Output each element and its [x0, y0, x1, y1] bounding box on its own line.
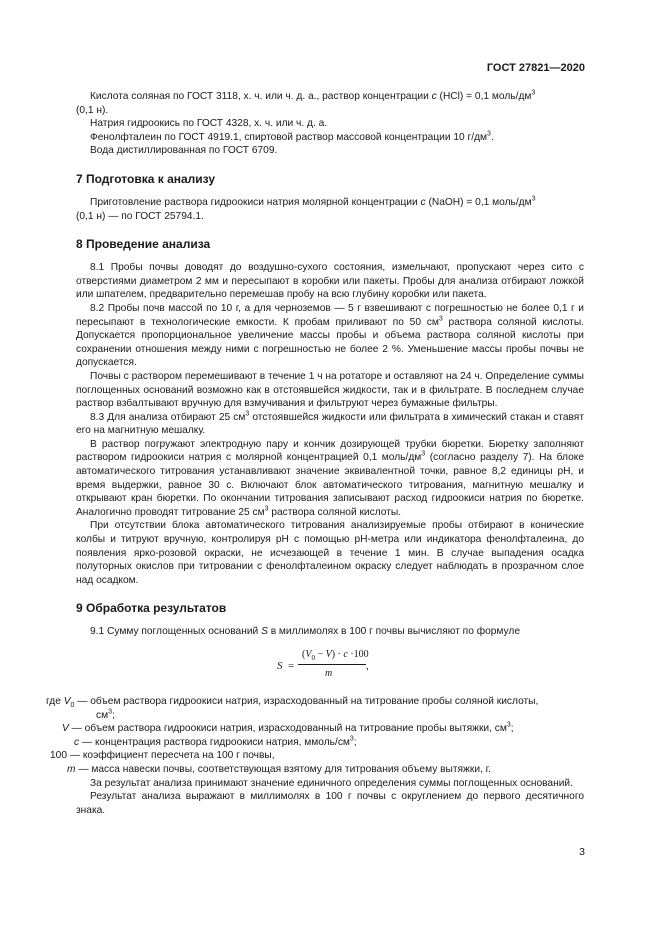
- section-8-3: 8.3 Для анализа отбирают 25 $см^3$ отстоявшейся жидкости или фильтрата в химический стакан и ставят его на магнитную мешалку.: [76, 410, 584, 437]
- section-7-para: Приготовление раствора гидроокиси натрия молярной концентрации c (NaOH) = 0,1 моль/$дм^3$: [90, 195, 536, 208]
- section-8-title: 8 Проведение анализа: [76, 237, 211, 252]
- formula-legend: [46, 695, 584, 777]
- reagent-water: Вода дистиллированная по ГОСТ 6709.: [90, 145, 278, 157]
- formula-comma: ,: [366, 660, 369, 672]
- reagent-hcl: Кислота соляная по ГОСТ 3118, х. ч. или ч. д. а., раствор концентрации c (HCl) = 0,1 моль/$дм^3$: [90, 89, 536, 102]
- reagent-phenolphthalein: Фенолфталеин по ГОСТ 4919.1, спиртовой раствор массовой концентрации 10 $г/дм^3$.: [90, 130, 494, 143]
- legend-coefficient: 100 — коэффициент пересчета на 100 г почвы,: [50, 750, 275, 762]
- formula-lhs: S: [277, 660, 283, 672]
- section-8-1: 8.1 Пробы почвы доводят до воздушно-сухого состояния, измельчают, пропускают через сито с отверстиями диаметром 2 мм и пересыпают в коробки или пакеты. Пробы для анализа отбирают ложкой или шпателем, предварительно перемешав пробу на всю глубину коробки или пакета.: [76, 262, 584, 301]
- section-7-para-cont: (0,1 н) — по ГОСТ 25794.1.: [76, 210, 204, 222]
- section-9-rounding: Результат анализа выражают в миллимолях в 100 г почвы с округлением до первого десятичного знака.: [76, 791, 584, 816]
- section-9-result: За результат анализа принимают значение единичного определения суммы поглощенных оснований.: [90, 777, 573, 789]
- reagent-naoh: Натрия гидроокись по ГОСТ 4328, х. ч. или ч. д. а.: [90, 118, 328, 130]
- legend-v0-unit: $см^3$;: [96, 708, 115, 721]
- legend-c: c — концентрация раствора гидроокиси натрия, ммоль/$см^3$;: [74, 735, 357, 748]
- document-body: [46, 89, 584, 817]
- formula-numerator: $(V_0 - V) \cdot c \cdot 100$: [302, 649, 369, 662]
- section-8-3-manual: При отсутствии блока автоматического титрования анализируемые пробы отбирают в конические колбы и титруют вручную, контролируя pH с помощью pH-метра или индикатора фенолфталеина, до появления ярко-розовой окраски, не исчезающей в течение 1 мин. В случае выпадения осадка полуторных окислов при титровании с фенолфталеином окраску следует наблюдать в прозрачном слое над осадком.: [76, 520, 584, 586]
- formula-sum-bases: [76, 649, 584, 687]
- legend-v0: где $V_0$ — объем раствора гидроокиси натрия, израсходованный на титрование пробы соляной кислоты,: [46, 696, 539, 710]
- section-9-1: 9.1 Сумму поглощенных оснований S в миллимолях в 100 г почвы вычисляют по формуле: [90, 626, 521, 638]
- legend-v: V — объем раствора гидроокиси натрия, израсходованный на титрование пробы вытяжки, $см^3$;: [62, 721, 514, 735]
- section-8-2-cont: Почвы с раствором перемешивают в течение 1 ч на ротаторе и оставляют на 24 ч. Определение суммы поглощенных оснований возможно как в отстоявшейся жидкости, так и в фильтрате. В последнем случае раствор взбалтывают вручную для взмучивания и фильтруют через бумажные фильтры.: [76, 370, 584, 410]
- formula-equals: =: [288, 660, 295, 672]
- section-8-3-titration: В раствор погружают электродную пару и кончик дозирующей трубки бюретки. Бюретку заполняют раствором гидроокиси натрия с молярной концентрацией 0,1 моль/$дм^3$ (согласно разделу 7). На блоке автоматического титрования устанавливают значение эквивалентной точки, равное 8,2 единицы pH, и время выдержки, равное 30 с. Включают блок автоматического титрования, магнитную мешалку и открывают кран бюретки. По окончании титрования записывают расход гидроокиси натрия по бюретке. Аналогично проводят титрование 25 $см^3$ раствора соляной кислоты.: [76, 438, 584, 518]
- section-8-2: 8.2 Пробы почв массой по 10 г, а для черноземов — 5 г взвешивают с погрешностью не более 0,1 г и пересыпают в технологические емкости. К пробам приливают по 50 $см^3$ раствора соляной кислоты. Допускается пропорциональное увеличение массы пробы и объема раствора соляной кислоты при сохранении отношения между ними с погрешностью не более 2 %. Уменьшение массы пробы почвы не допускается.: [76, 302, 584, 369]
- page-number: 3: [579, 846, 585, 858]
- formula-denominator: m: [325, 668, 333, 679]
- section-9-title: 9 Обработка результатов: [76, 601, 227, 616]
- formula-fraction-bar: [298, 664, 366, 665]
- section-7-title: 7 Подготовка к анализу: [76, 171, 216, 186]
- standard-header: ГОСТ 27821—2020: [486, 62, 585, 74]
- reagent-hcl-cont: (0,1 н).: [76, 104, 109, 116]
- legend-m: m — масса навески почвы, соответствующая взятому для титрования объему вытяжки, г.: [67, 763, 491, 775]
